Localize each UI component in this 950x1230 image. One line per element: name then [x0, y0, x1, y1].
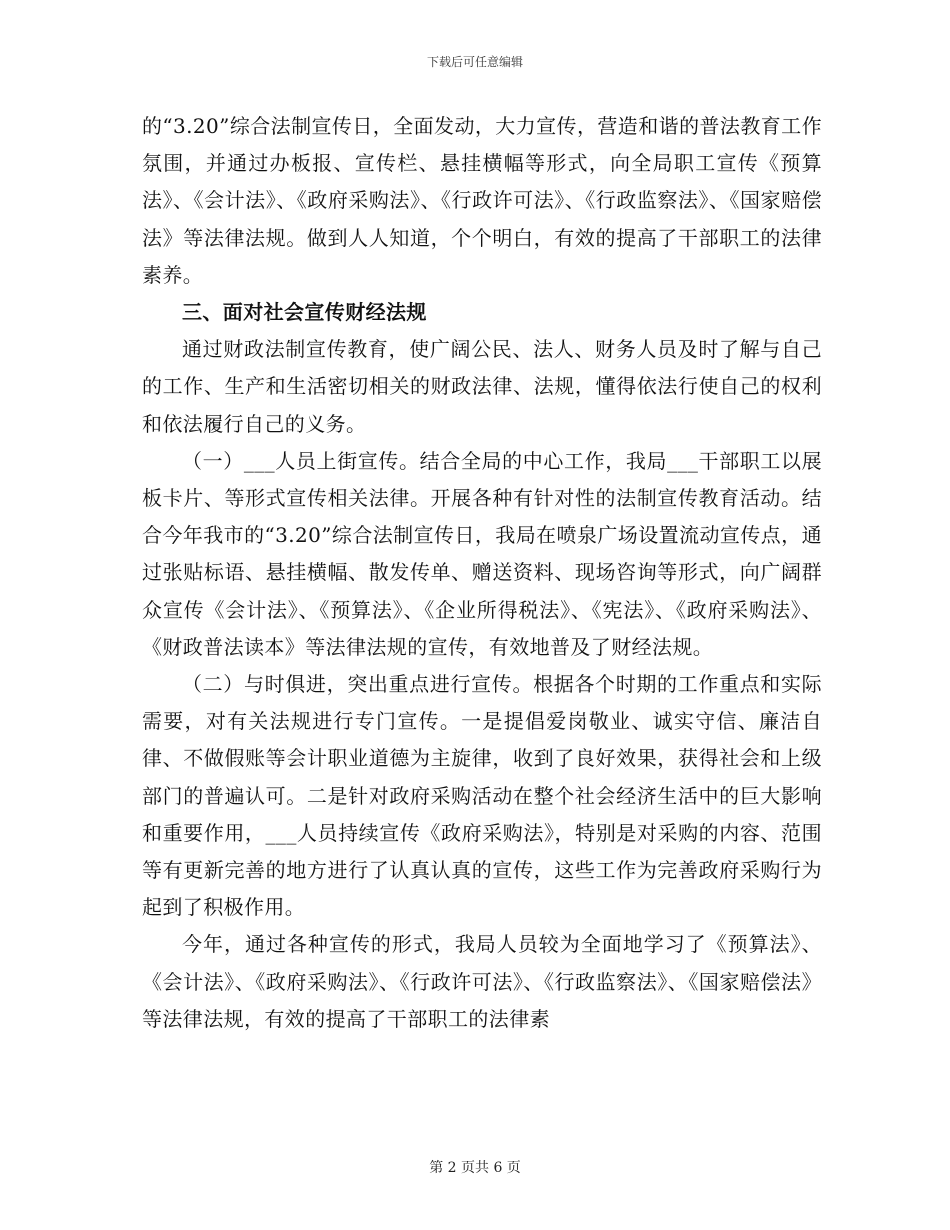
- paragraph-intro: 通过财政法制宣传教育，使广阔公民、法人、财务人员及时了解与自己的工作、生产和生活密切相关的财政法律、法规，懂得依法行使自己的权利和依法履行自己的义务。: [142, 337, 822, 436]
- paragraph-summary: 今年，通过各种宣传的形式，我局人员较为全面地学习了《预算法》、《会计法》、《政府采购法》、《行政许可法》、《行政监察法》、《国家赔偿法》等法律法规，有效的提高了干部职工的法律素: [142, 932, 822, 1031]
- paragraph-item-1: （一）___人员上街宣传。结合全局的中心工作，我局___干部职工以展板卡片、等形式宣传相关法律。开展各种有针对性的法制宣传教育活动。结合今年我市的“3.20”综合法制宣传日，我局在喷泉广场设置流动宣传点，通过张贴标语、悬挂横幅、散发传单、赠送资料、现场咨询等形式，向广阔群众宣传《会计法》、《预算法》、《企业所得税法》、《宪法》、《政府采购法》、《财政普法读本》等法律法规的宣传，有效地普及了财经法规。: [142, 448, 822, 659]
- section-heading: 三、面对社会宣传财经法规: [182, 300, 427, 325]
- paragraph-continuation: 的“3.20”综合法制宣传日，全面发动，大力宣传，营造和谐的普法教育工作氛围，并通过办板报、宣传栏、悬挂横幅等形式，向全局职工宣传《预算法》、《会计法》、《政府采购法》、《行政许可法》、《行政监察法》、《国家赔偿法》等法律法规。做到人人知道，个个明白，有效的提高了干部职工的法律素养。: [142, 114, 822, 287]
- page-number-footer: 第 2 页共 6 页: [429, 1160, 521, 1176]
- paragraph-item-2: （二）与时俱进，突出重点进行宣传。根据各个时期的工作重点和实际需要，对有关法规进行专门宣传。一是提倡爱岗敬业、诚实守信、廉洁自律、不做假账等会计职业道德为主旋律，收到了良好效果，获得社会和上级部门的普遍认可。二是针对政府采购活动在整个社会经济生活中的巨大影响和重要作用，___人员持续宣传《政府采购法》，特别是对采购的内容、范围等有更新完善的地方进行了认真认真的宣传，这些工作为完善政府采购行为起到了积极作用。: [142, 672, 822, 920]
- document-body: [142, 108, 822, 1038]
- page-header: 下载后可任意编辑: [426, 55, 523, 69]
